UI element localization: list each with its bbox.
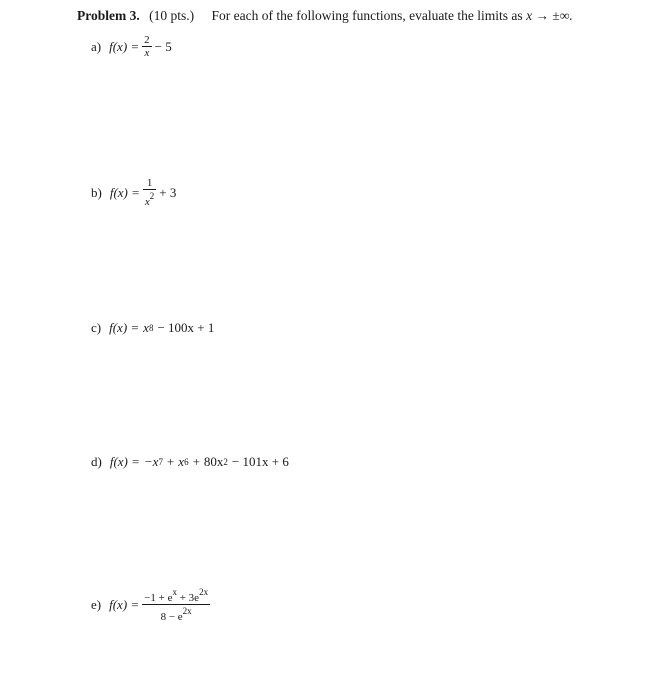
problem-d-term3-operator: +	[192, 454, 200, 469]
problem-e-numerator	[142, 586, 210, 604]
problem-e-num-part-b: + 3e	[179, 592, 200, 604]
problem-header	[77, 8, 573, 24]
problem-e-num-part-a: −1 + e	[144, 592, 173, 604]
problem-a-denominator: x	[144, 47, 150, 59]
problem-a-fraction	[142, 34, 152, 59]
problem-d-label: d)	[91, 454, 102, 469]
problem-b-label: b)	[91, 184, 102, 200]
problem-d-term3-base: 80x	[203, 454, 224, 469]
problem-a-numerator: 2	[144, 34, 150, 46]
problem-e-den-exp: 2x	[182, 606, 192, 616]
problem-points: (10 pts.)	[149, 8, 195, 23]
problem-a	[91, 34, 172, 59]
problem-d-term1-exponent: 7	[158, 457, 163, 467]
problem-b	[91, 177, 176, 208]
problem-b-den-base: x	[144, 196, 150, 208]
problem-b-lhs: f(x) =	[109, 184, 140, 200]
problem-instruction: For each of the following functions, evaluate the limits as	[211, 8, 523, 23]
problem-b-fraction	[143, 177, 156, 208]
problem-d-rest: − 101x + 6	[231, 454, 289, 469]
problem-e-num-exp-a: x	[172, 587, 177, 597]
problem-d-term1-base: −x	[143, 454, 159, 469]
problem-c-label: c)	[91, 320, 102, 335]
problem-d-term3-exponent: 2	[223, 457, 228, 467]
problem-d-term2-base: x	[178, 454, 185, 469]
problem-c-term1-exponent: 8	[148, 323, 154, 333]
problem-e-fraction	[142, 586, 210, 623]
problem-d-term2-operator: +	[166, 454, 175, 469]
problem-e	[91, 586, 213, 623]
problem-b-den-exponent: 2	[149, 191, 155, 201]
problem-b-denominator	[143, 190, 156, 208]
problem-d-term2-exponent: 6	[184, 457, 189, 467]
problem-e-lhs: f(x) =	[109, 596, 140, 612]
limit-expression: x → ±∞.	[526, 8, 573, 23]
problem-c-lhs: f(x) =	[109, 320, 140, 335]
problem-a-lhs: f(x) =	[109, 38, 140, 54]
problem-title: Problem 3.	[77, 8, 140, 23]
problem-c-rest: − 100x + 1	[157, 320, 215, 335]
problem-d-lhs: f(x) =	[109, 454, 140, 469]
problem-e-den-part: 8 − e	[160, 611, 183, 623]
problem-b-numerator: 1	[146, 177, 153, 189]
problem-e-num-exp-b: 2x	[199, 587, 209, 597]
problem-c	[91, 320, 218, 336]
problem-e-label: e)	[91, 596, 102, 612]
problem-d	[91, 454, 293, 470]
problem-a-label: a)	[91, 38, 102, 54]
problem-a-tail: − 5	[154, 38, 172, 54]
problem-c-term1-base: x	[143, 320, 149, 335]
problem-b-tail: + 3	[159, 184, 177, 200]
problem-e-denominator	[159, 605, 194, 623]
